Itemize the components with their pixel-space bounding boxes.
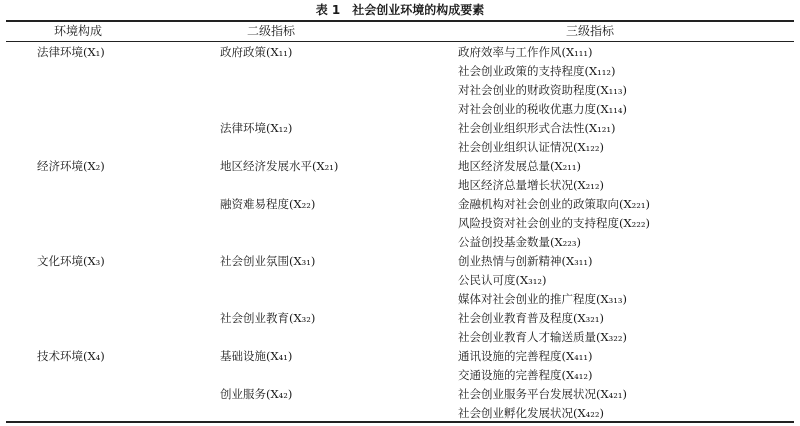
cell-secondary: 政府政策(X₁₁) xyxy=(220,45,293,59)
table-row xyxy=(0,366,800,385)
header-secondary-indicator: 二级指标 xyxy=(247,24,296,38)
cell-secondary: 创业服务(X₄₂) xyxy=(220,387,293,401)
table-row xyxy=(0,62,800,81)
cell-environment: 技术环境(X₄) xyxy=(37,349,105,363)
table-row xyxy=(0,347,800,366)
cell-tertiary: 社会创业教育人才输送质量(X₃₂₂) xyxy=(458,330,627,344)
cell-secondary: 基础设施(X₄₁) xyxy=(220,349,293,363)
table-row xyxy=(0,43,800,62)
cell-secondary: 融资难易程度(X₂₂) xyxy=(220,197,316,211)
cell-tertiary: 社会创业组织形式合法性(X₁₂₁) xyxy=(458,121,616,135)
cell-tertiary: 对社会创业的税收优惠力度(X₁₁₄) xyxy=(458,102,627,116)
table-row xyxy=(0,195,800,214)
cell-tertiary: 金融机构对社会创业的政策取向(X₂₂₁) xyxy=(458,197,650,211)
cell-tertiary: 社会创业政策的支持程度(X₁₁₂) xyxy=(458,64,616,78)
header-environment: 环境构成 xyxy=(54,24,103,38)
table-row xyxy=(0,81,800,100)
table-row xyxy=(0,271,800,290)
cell-environment: 文化环境(X₃) xyxy=(37,254,105,268)
header-tertiary-indicator: 三级指标 xyxy=(566,24,615,38)
cell-tertiary: 地区经济发展总量(X₂₁₁) xyxy=(458,159,581,173)
table-row xyxy=(0,176,800,195)
cell-tertiary: 社会创业组织认证情况(X₁₂₂) xyxy=(458,140,604,154)
cell-secondary: 社会创业教育(X₃₂) xyxy=(220,311,316,325)
cell-tertiary: 社会创业服务平台发展状况(X₄₂₁) xyxy=(458,387,627,401)
table-title: 表 1 社会创业环境的构成要素 xyxy=(315,3,485,17)
cell-tertiary: 风险投资对社会创业的支持程度(X₂₂₂) xyxy=(458,216,650,230)
table-row xyxy=(0,328,800,347)
bottom-rule xyxy=(6,421,794,423)
table-body xyxy=(0,43,800,423)
table-row xyxy=(0,233,800,252)
cell-tertiary: 创业热情与创新精神(X₃₁₁) xyxy=(458,254,593,268)
cell-tertiary: 社会创业孵化发展状况(X₄₂₂) xyxy=(458,406,604,420)
cell-tertiary: 交通设施的完善程度(X₄₁₂) xyxy=(458,368,593,382)
cell-tertiary: 公益创投基金数量(X₂₂₃) xyxy=(458,235,581,249)
cell-tertiary: 公民认可度(X₃₁₂) xyxy=(458,273,547,287)
cell-environment: 法律环境(X₁) xyxy=(37,45,105,59)
table-row xyxy=(0,385,800,404)
table-row xyxy=(0,309,800,328)
cell-tertiary: 对社会创业的财政资助程度(X₁₁₃) xyxy=(458,83,627,97)
table-row xyxy=(0,100,800,119)
table-row xyxy=(0,290,800,309)
cell-secondary: 法律环境(X₁₂) xyxy=(220,121,293,135)
cell-secondary: 地区经济发展水平(X₂₁) xyxy=(220,159,339,173)
cell-environment: 经济环境(X₂) xyxy=(37,159,105,173)
cell-tertiary: 地区经济总量增长状况(X₂₁₂) xyxy=(458,178,604,192)
cell-tertiary: 政府效率与工作作风(X₁₁₁) xyxy=(458,45,593,59)
table-row xyxy=(0,157,800,176)
cell-secondary: 社会创业氛围(X₃₁) xyxy=(220,254,316,268)
table-row xyxy=(0,119,800,138)
cell-tertiary: 通讯设施的完善程度(X₄₁₁) xyxy=(458,349,593,363)
header-rule xyxy=(6,41,794,42)
cell-tertiary: 媒体对社会创业的推广程度(X₃₁₃) xyxy=(458,292,627,306)
table-row xyxy=(0,214,800,233)
table-row xyxy=(0,252,800,271)
table-row xyxy=(0,138,800,157)
top-rule xyxy=(6,20,794,22)
cell-tertiary: 社会创业教育普及程度(X₃₂₁) xyxy=(458,311,604,325)
